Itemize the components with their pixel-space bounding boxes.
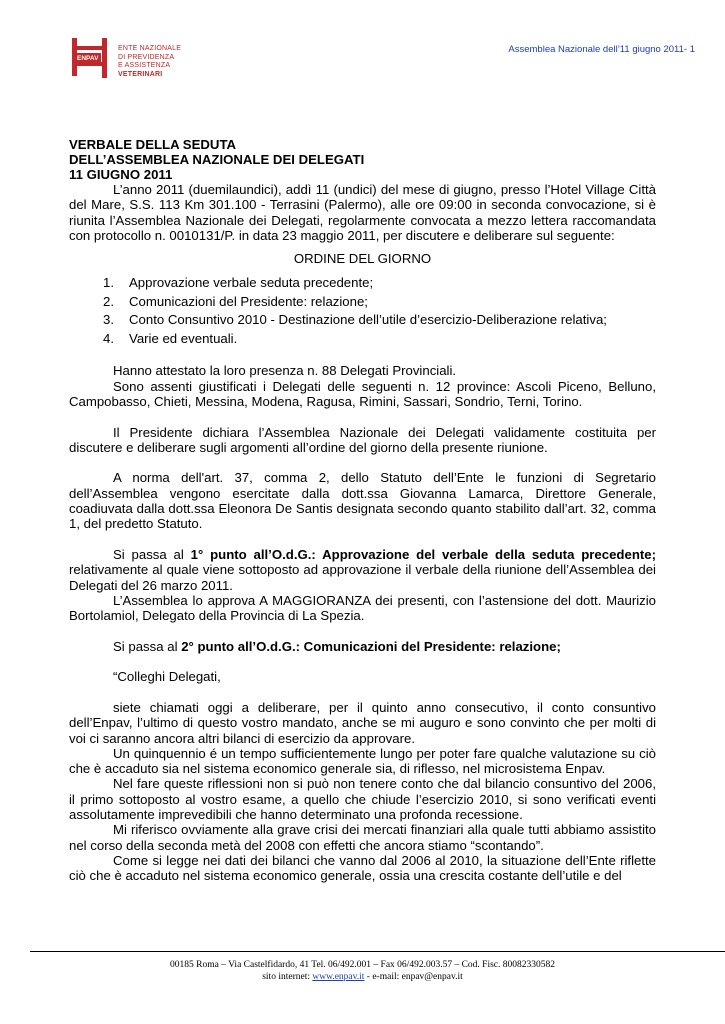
agenda-item-number: 4. xyxy=(103,330,114,346)
agenda-item-text: Conto Consuntivo 2010 - Destinazione dell’utile d’esercizio-Deliberazione relativa; xyxy=(129,312,607,328)
speech-paragraph-2: Un quinquennio é un tempo sufficientemente lungo per poter fare qualche valutazione su ciò che è accaduto sia nel sistema economico generale sia, di riflesso, nel microsistema Enpav. xyxy=(69,745,656,777)
svg-text:ENPAV: ENPAV xyxy=(77,55,99,62)
validity-paragraph: Il Presidente dichiara l’Assemblea Nazionale dei Delegati validamente costituita per discutere e deliberare sugli argomenti all’ordine del giorno della presente riunione. xyxy=(69,424,656,455)
title-line-1: VERBALE DELLA SEDUTA xyxy=(69,137,237,152)
point1-text: relativamente al quale viene sottoposto ad approvazione il verbale della riunione dell’Assemblea dei Delegati del 26 marzo 2011. xyxy=(69,562,656,593)
speech-paragraph-1: siete chiamati oggi a deliberare, per il quinto anno consecutivo, il conto consuntivo dell’Enpav, l’ultimo di questo vostro mandato, anche se mi auguro e sono convinto che per molti di voi ci saranno ancora altri bilanci di esercizio da approvare. xyxy=(69,699,656,746)
speech-paragraph-5: Come si legge nei dati dei bilanci che vanno dal 2006 al 2010, la situazione dell’Ente riflette ciò che è accaduto nel sistema economico generale, ossia una crescita costante dell’utile e del xyxy=(69,852,656,884)
agenda-list xyxy=(69,274,656,348)
speech-salutation: “Colleghi Delegati, xyxy=(113,669,221,685)
agenda-item-number: 2. xyxy=(103,293,114,309)
agenda-heading: ORDINE DEL GIORNO xyxy=(293,251,432,267)
title-line-2: DELL’ASSEMBLEA NAZIONALE DEI DELEGATI xyxy=(69,152,365,167)
agenda-item xyxy=(103,330,656,348)
enpav-logo-mark-icon xyxy=(70,38,116,82)
logo-line-3 xyxy=(118,62,210,79)
page-reference: Assemblea Nazionale dell’11 giugno 2011- 1 xyxy=(508,44,695,55)
logo-line-1: ENTE NAZIONALE xyxy=(118,45,182,52)
website-link[interactable]: www.enpav.it xyxy=(312,972,365,982)
footer-email[interactable]: enpav@enpav.it xyxy=(401,972,463,982)
agenda-item-text: Comunicazioni del Presidente: relazione; xyxy=(129,293,368,309)
document-body xyxy=(69,137,656,884)
point1-heading: 1° punto all’O.d.G.: Approvazione del verbale della seduta precedente; xyxy=(190,546,656,562)
point1-prefix: Si passa al xyxy=(113,546,191,562)
agenda-item xyxy=(103,311,656,329)
footer-site-label: sito internet: xyxy=(262,972,313,982)
footer-contacts xyxy=(0,971,725,983)
logo-line-2: DI PREVIDENZA xyxy=(118,53,175,61)
secretary-paragraph: A norma dell'art. 37, comma 2, dello Statuto dell’Ente le funzioni di Segretario dell’Assemblea vengono esercitate dalla dott.ssa Giovanna Lamarca, Direttore Generale, coadiuvata dalla dott.ssa Eleonora De Santis designata secondo quanto stabilito dall’art. 32, comma 1, del predetto Statuto. xyxy=(69,470,656,532)
intro-paragraph: L’anno 2011 (duemilaundici), addì 11 (undici) del mese di giugno, presso l’Hotel Village Città del Mare, S.S. 113 Km 301.100 - Terrasini (Palermo), alle ore 09:00 in seconda convocazione, si è riunita l’Assemblea Nazionale dei Delegati, regolarmente convocata a mezzo lettera raccomandata con protocollo n. 0010131/P. in data 23 maggio 2011, per discutere e deliberare sul seguente: xyxy=(69,182,656,243)
logo-line-3b: VETERINARI xyxy=(118,70,163,78)
point1-paragraph xyxy=(69,547,656,593)
agenda-item xyxy=(103,293,656,311)
absent-paragraph: Sono assenti giustificati i Delegati delle seguenti n. 12 province: Ascoli Piceno, Belluno, Campobasso, Chieti, Messina, Modena, Ragusa, Rimini, Sassari, Sondrio, Terni, Torino. xyxy=(69,378,656,409)
attendance-paragraph: Hanno attestato la loro presenza n. 88 Delegati Provinciali. xyxy=(113,363,457,379)
point2-prefix: Si passa al xyxy=(113,638,182,654)
agenda-item-text: Varie ed eventuali. xyxy=(129,330,238,346)
point2-paragraph xyxy=(69,639,656,654)
agenda-item-text: Approvazione verbale seduta precedente; xyxy=(129,275,374,291)
enpav-logo xyxy=(70,38,210,82)
speech-paragraph-3: Nel fare queste riflessioni non si può non tenere conto che dal bilancio consuntivo del 2006, il primo sottoposto al vostro esame, a quello che chiude l’esercizio 2010, si sono verificati eventi assolutamente imprevedibili che hanno determinato una profonda recessione. xyxy=(69,776,656,823)
approval-paragraph: L’Assemblea lo approva A MAGGIORANZA dei presenti, con l’astensione del dott. Maurizio Bortolamiol, Delegato della Provincia di La Spezia. xyxy=(69,592,656,624)
agenda-item-number: 1. xyxy=(103,275,114,291)
footer xyxy=(0,959,725,983)
agenda-item xyxy=(103,274,656,292)
speech-paragraph-4: Mi riferisco ovviamente alla grave crisi dei mercati finanziari alla quale tutti abbiamo assistito nel corso della seconda metà del 2008 con effetti che ancora stiamo “scontando”. xyxy=(69,822,656,853)
agenda-item-number: 3. xyxy=(103,312,114,328)
footer-email-label: - e-mail: xyxy=(364,972,402,982)
footer-divider xyxy=(30,951,725,952)
logo-wordmark xyxy=(118,45,210,79)
point2-heading: 2° punto all’O.d.G.: Comunicazioni del Presidente: relazione; xyxy=(181,638,561,654)
title-line-3: 11 GIUGNO 2011 xyxy=(69,167,173,182)
footer-address: 00185 Roma – Via Castelfidardo, 41 Tel. 06/492.001 – Fax 06/492.003.57 – Cod. Fisc. 80082330582 xyxy=(170,960,555,970)
logo-line-3a: E ASSISTENZA xyxy=(118,62,170,69)
